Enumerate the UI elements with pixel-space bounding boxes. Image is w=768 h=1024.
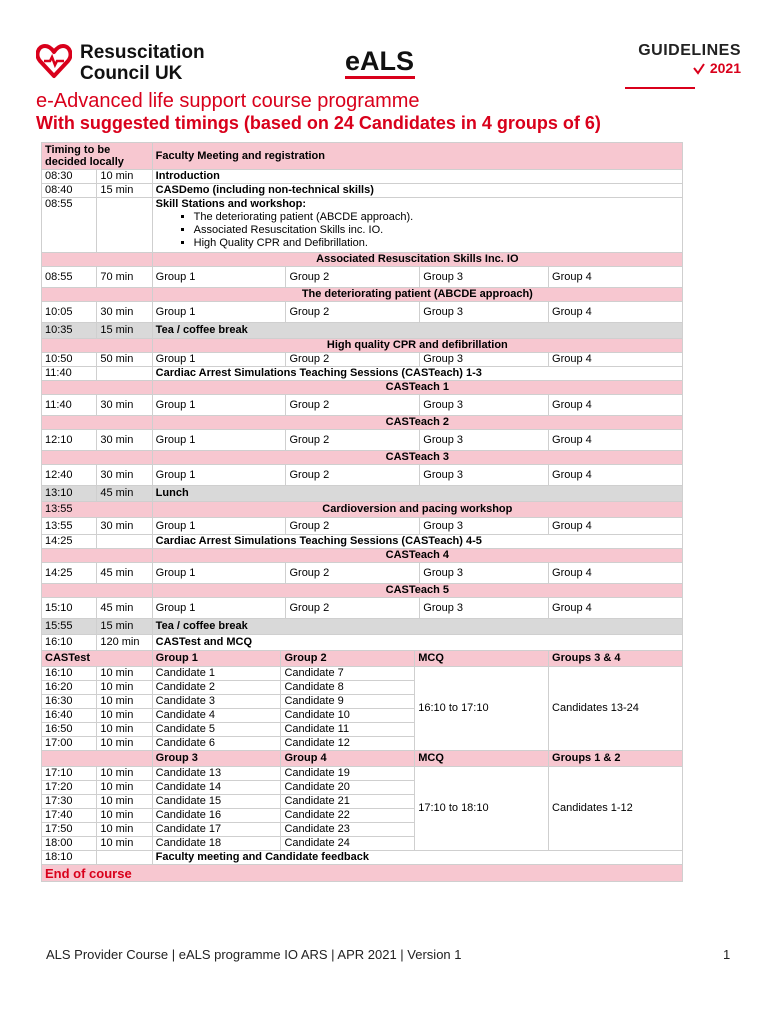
activity-cell: Lunch — [152, 486, 682, 502]
section-header-row — [42, 549, 683, 563]
time-cell: 12:10 — [42, 430, 97, 451]
duration-cell: 45 min — [97, 486, 152, 502]
group-cell: Group 4 — [549, 395, 683, 416]
group-cell: Group 1 — [152, 395, 286, 416]
time-cell: 13:55 — [42, 518, 97, 535]
time-cell: 16:20 — [42, 681, 97, 695]
column-header: MCQ — [415, 651, 549, 667]
duration-cell: 70 min — [97, 267, 152, 288]
duration-cell: 30 min — [97, 465, 152, 486]
activity-cell: Faculty meeting and Candidate feedback — [152, 851, 682, 865]
programme-table — [41, 142, 683, 882]
group-cell: Group 2 — [286, 563, 420, 584]
group-cell: Group 4 — [549, 267, 683, 288]
section-title: The deteriorating patient (ABCDE approach) — [152, 288, 682, 302]
duration-cell: 10 min — [97, 709, 152, 723]
group-cell: Group 2 — [286, 518, 420, 535]
duration-cell: 10 min — [97, 781, 152, 795]
table-row — [42, 598, 683, 619]
time-cell: 16:30 — [42, 695, 97, 709]
time-cell: 16:40 — [42, 709, 97, 723]
group-cell: Group 1 — [152, 518, 286, 535]
section-header-row — [42, 502, 683, 518]
guidelines-line — [625, 87, 695, 89]
time-cell: 14:25 — [42, 535, 97, 549]
time-cell: 10:35 — [42, 323, 97, 339]
column-header: Groups 1 & 2 — [549, 751, 683, 767]
table-row — [42, 465, 683, 486]
table-row — [42, 667, 683, 681]
group-cell: Group 3 — [420, 302, 549, 323]
time-cell: 15:55 — [42, 619, 97, 635]
time-cell: 08:30 — [42, 170, 97, 184]
group-cell: Group 2 — [286, 598, 420, 619]
time-cell: 17:10 — [42, 767, 97, 781]
candidate-cell: Candidate 3 — [152, 695, 281, 709]
break-row — [42, 619, 683, 635]
group-cell: Group 4 — [549, 465, 683, 486]
group-cell: Group 4 — [549, 302, 683, 323]
skills-list — [156, 211, 679, 250]
time-cell: 17:30 — [42, 795, 97, 809]
candidate-cell: Candidate 21 — [281, 795, 415, 809]
duration-cell: 30 min — [97, 395, 152, 416]
activity-cell: Faculty Meeting and registration — [152, 143, 682, 170]
column-header: Group 4 — [281, 751, 415, 767]
group-cell: Group 2 — [286, 267, 420, 288]
time-cell: 18:00 — [42, 837, 97, 851]
group-cell: Group 3 — [420, 518, 549, 535]
time-cell: 10:50 — [42, 353, 97, 367]
group-cell: Group 2 — [286, 302, 420, 323]
duration-cell: 120 min — [97, 635, 152, 651]
heart-logo-icon — [36, 42, 72, 80]
duration-cell: 10 min — [97, 823, 152, 837]
group-cell: Group 4 — [549, 563, 683, 584]
table-row — [42, 170, 683, 184]
column-header: MCQ — [415, 751, 549, 767]
group-cell: Group 1 — [152, 563, 286, 584]
duration-cell: 10 min — [97, 695, 152, 709]
time-cell: 08:55 — [42, 198, 97, 253]
section-title: CASTeach 5 — [152, 584, 682, 598]
candidate-cell: Candidate 24 — [281, 837, 415, 851]
mcq-cell: 16:10 to 17:10 — [415, 667, 549, 751]
candidate-cell: Candidate 13 — [152, 767, 281, 781]
activity-cell: Tea / coffee break — [152, 619, 682, 635]
candidate-cell: Candidate 23 — [281, 823, 415, 837]
guidelines-year: 2021 — [709, 60, 741, 76]
duration-cell: 10 min — [97, 809, 152, 823]
duration-cell: 50 min — [97, 353, 152, 367]
table-row — [42, 353, 683, 367]
guidelines-badge — [623, 42, 741, 78]
column-header: Group 2 — [281, 651, 415, 667]
duration-cell: 15 min — [97, 323, 152, 339]
group-cell: Group 4 — [549, 518, 683, 535]
candidate-cell: Candidate 19 — [281, 767, 415, 781]
duration-cell: 10 min — [97, 737, 152, 751]
guidelines-word: GUIDELINES — [638, 42, 741, 59]
table-row — [42, 198, 683, 253]
table-row — [42, 518, 683, 535]
time-cell: 17:00 — [42, 737, 97, 751]
duration-cell: 10 min — [97, 723, 152, 737]
candidate-cell: Candidate 10 — [281, 709, 415, 723]
candidate-cell: Candidate 16 — [152, 809, 281, 823]
candidate-cell: Candidate 8 — [281, 681, 415, 695]
section-header-row — [42, 253, 683, 267]
list-item: ▪ The deteriorating patient (ABCDE approach). — [194, 211, 679, 224]
group-cell: Group 1 — [152, 267, 286, 288]
group-cell: Group 4 — [549, 598, 683, 619]
end-of-course: End of course — [42, 865, 683, 882]
section-header-row — [42, 584, 683, 598]
mcq-cell: 17:10 to 18:10 — [415, 767, 549, 851]
activity-cell — [152, 198, 682, 253]
time-cell: 17:20 — [42, 781, 97, 795]
duration-cell: 10 min — [97, 681, 152, 695]
table-row — [42, 851, 683, 865]
logo-line2: Council UK — [80, 63, 183, 84]
group-cell: Group 4 — [549, 353, 683, 367]
section-title: CASTeach 4 — [152, 549, 682, 563]
table-row — [42, 767, 683, 781]
candidate-cell: Candidate 5 — [152, 723, 281, 737]
table-row — [42, 635, 683, 651]
column-header: Group 3 — [152, 751, 281, 767]
logo-text — [80, 42, 205, 84]
table-row — [42, 143, 683, 170]
time-cell: 13:10 — [42, 486, 97, 502]
group-cell: Group 2 — [286, 395, 420, 416]
duration-cell: 30 min — [97, 518, 152, 535]
duration-cell: 15 min — [97, 184, 152, 198]
candidate-cell: Candidate 14 — [152, 781, 281, 795]
other-groups-cell: Candidates 1-12 — [549, 767, 683, 851]
section-header-row — [42, 416, 683, 430]
group-cell: Group 3 — [420, 395, 549, 416]
time-cell: 08:40 — [42, 184, 97, 198]
duration-cell: 45 min — [97, 563, 152, 584]
product-name: eALS — [345, 46, 415, 76]
duration-cell — [97, 198, 152, 253]
time-cell: 16:50 — [42, 723, 97, 737]
skills-heading: Skill Stations and workshop: — [155, 198, 307, 210]
time-cell: 18:10 — [42, 851, 97, 865]
end-row — [42, 865, 683, 882]
group-cell: Group 3 — [420, 267, 549, 288]
activity-cell: Cardiac Arrest Simulations Teaching Sessions (CASTeach) 1-3 — [152, 367, 682, 381]
activity-cell: CASTest and MCQ — [152, 635, 682, 651]
section-header-row — [42, 339, 683, 353]
group-cell: Group 4 — [549, 430, 683, 451]
candidate-cell: Candidate 7 — [281, 667, 415, 681]
table-row — [42, 563, 683, 584]
time-cell: 08:55 — [42, 267, 97, 288]
column-header: CASTest — [42, 651, 153, 667]
column-header: Groups 3 & 4 — [549, 651, 683, 667]
activity-cell: Cardiac Arrest Simulations Teaching Sessions (CASTeach) 4-5 — [152, 535, 682, 549]
candidate-cell: Candidate 17 — [152, 823, 281, 837]
table-row — [42, 430, 683, 451]
break-row — [42, 486, 683, 502]
page-number: 1 — [723, 947, 731, 962]
logo-line1: Resuscitation — [80, 42, 205, 63]
table-row — [42, 184, 683, 198]
section-title: CASTeach 2 — [152, 416, 682, 430]
table-row — [42, 267, 683, 288]
candidate-cell: Candidate 22 — [281, 809, 415, 823]
group-cell: Group 3 — [420, 465, 549, 486]
table-row — [42, 302, 683, 323]
list-item: ▪ Associated Resuscitation Skills inc. IO. — [194, 224, 679, 237]
candidate-cell: Candidate 6 — [152, 737, 281, 751]
table-row — [42, 395, 683, 416]
group-cell: Group 1 — [152, 353, 286, 367]
time-cell: 10:05 — [42, 302, 97, 323]
duration-cell: 45 min — [97, 598, 152, 619]
duration-cell: 10 min — [97, 667, 152, 681]
group-cell: Group 1 — [152, 598, 286, 619]
page-title: e-Advanced life support course programme — [36, 90, 420, 112]
group-cell: Group 2 — [286, 353, 420, 367]
time-cell: 17:40 — [42, 809, 97, 823]
candidate-cell: Candidate 18 — [152, 837, 281, 851]
table-row — [42, 535, 683, 549]
group-cell: Group 1 — [152, 302, 286, 323]
group-cell: Group 1 — [152, 430, 286, 451]
section-header-row — [42, 451, 683, 465]
duration-cell: 30 min — [97, 430, 152, 451]
duration-cell: 10 min — [97, 767, 152, 781]
section-title: High quality CPR and defibrillation — [152, 339, 682, 353]
section-title: Associated Resuscitation Skills Inc. IO — [152, 253, 682, 267]
footer-text: ALS Provider Course | eALS programme IO ARS | APR 2021 | Version 1 — [46, 947, 462, 962]
time-cell: 17:50 — [42, 823, 97, 837]
duration-cell: 10 min — [97, 170, 152, 184]
section-title: CASTeach 1 — [152, 381, 682, 395]
group-cell: Group 2 — [286, 430, 420, 451]
candidate-cell: Candidate 4 — [152, 709, 281, 723]
table-row — [42, 367, 683, 381]
candidate-cell: Candidate 11 — [281, 723, 415, 737]
activity-cell: Tea / coffee break — [152, 323, 682, 339]
activity-cell: CASDemo (including non-technical skills) — [152, 184, 682, 198]
time-cell: 14:25 — [42, 563, 97, 584]
candidate-cell: Candidate 12 — [281, 737, 415, 751]
time-cell: 16:10 — [42, 635, 97, 651]
product-underline — [345, 76, 415, 79]
section-header-row — [42, 381, 683, 395]
time-cell: Timing to be decided locally — [42, 143, 153, 170]
column-header: Group 1 — [152, 651, 281, 667]
time-cell: 12:40 — [42, 465, 97, 486]
checkmark-swoosh-icon — [693, 63, 705, 75]
time-cell: 13:55 — [42, 502, 153, 518]
group-cell: Group 3 — [420, 430, 549, 451]
castest-header-row — [42, 651, 683, 667]
activity-cell: Introduction — [152, 170, 682, 184]
document-header — [0, 0, 768, 133]
duration-cell: 10 min — [97, 795, 152, 809]
time-cell: 11:40 — [42, 367, 97, 381]
column-header — [42, 751, 153, 767]
duration-cell: 15 min — [97, 619, 152, 635]
group-cell: Group 3 — [420, 353, 549, 367]
time-cell: 11:40 — [42, 395, 97, 416]
section-header-row — [42, 288, 683, 302]
group-cell: Group 2 — [286, 465, 420, 486]
candidate-cell: Candidate 9 — [281, 695, 415, 709]
candidate-cell: Candidate 2 — [152, 681, 281, 695]
duration-cell: 10 min — [97, 837, 152, 851]
page-subtitle: With suggested timings (based on 24 Candidates in 4 groups of 6) — [36, 113, 601, 133]
break-row — [42, 323, 683, 339]
candidate-cell: Candidate 15 — [152, 795, 281, 809]
group-cell: Group 1 — [152, 465, 286, 486]
list-item: ▪ High Quality CPR and Defibrillation. — [194, 237, 679, 250]
candidate-cell: Candidate 1 — [152, 667, 281, 681]
group-cell: Group 3 — [420, 563, 549, 584]
candidate-cell: Candidate 20 — [281, 781, 415, 795]
time-cell: 15:10 — [42, 598, 97, 619]
time-cell: 16:10 — [42, 667, 97, 681]
group-cell: Group 3 — [420, 598, 549, 619]
castest-header-row — [42, 751, 683, 767]
duration-cell: 30 min — [97, 302, 152, 323]
section-title: Cardioversion and pacing workshop — [152, 502, 682, 518]
section-title: CASTeach 3 — [152, 451, 682, 465]
other-groups-cell: Candidates 13-24 — [549, 667, 683, 751]
